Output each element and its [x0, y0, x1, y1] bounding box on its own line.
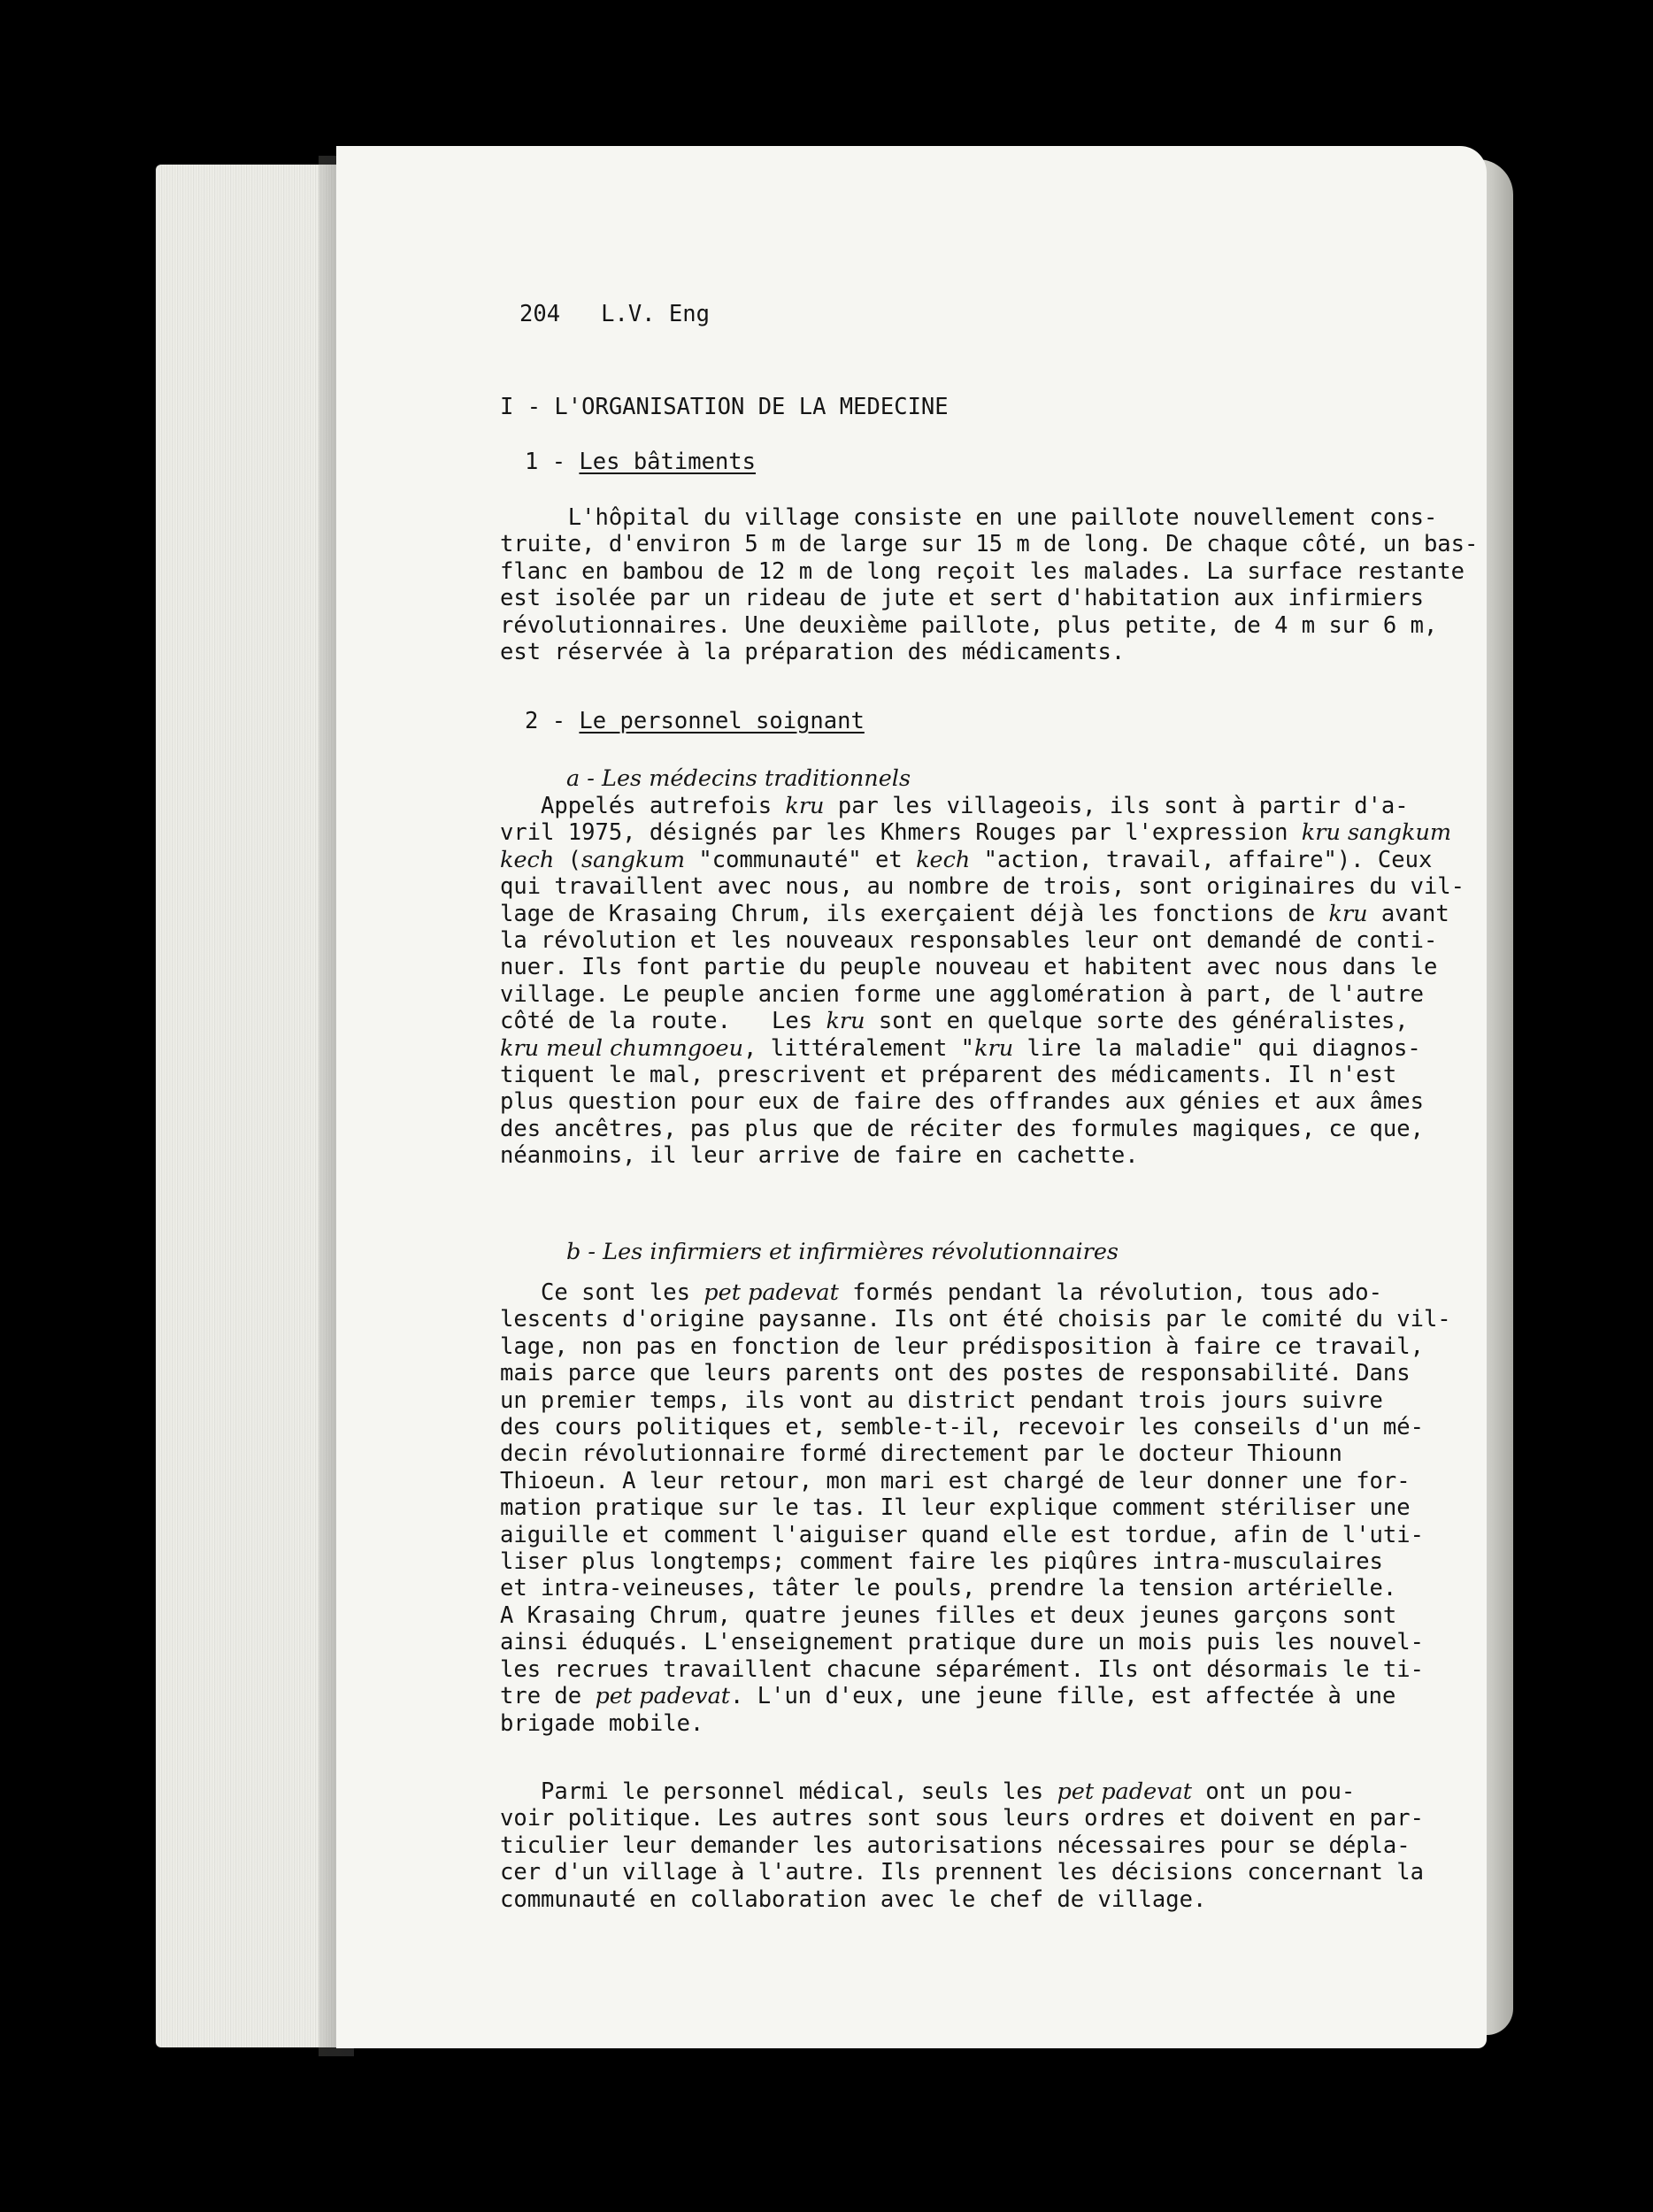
- page-content: [500, 292, 1479, 1973]
- page-edges-left: [156, 165, 345, 2047]
- paragraph-buildings: [500, 504, 1478, 665]
- paragraph-traditional-doctors: [500, 793, 1465, 1170]
- subsection-2-heading: [525, 708, 865, 734]
- running-head: [519, 301, 710, 327]
- subsection-1-number: 1 -: [525, 449, 580, 475]
- section-title: I - L'ORGANISATION DE LA MEDECINE: [500, 394, 949, 420]
- text-run: côté de la route. Les: [500, 1008, 826, 1035]
- text-line: néanmoins, il leur arrive de faire en cachette.: [500, 1142, 1139, 1170]
- khmer-term: kech: [500, 846, 555, 873]
- text-line: cer d'un village à l'autre. Ils prennent les décisions concernant la: [500, 1859, 1424, 1886]
- text-run: par les villageois, ils sont à partir d'a-: [824, 793, 1409, 819]
- subsection-2-number: 2 -: [525, 708, 580, 734]
- text-line: tiquent le mal, prescrivent et préparent des médicaments. Il n'est: [500, 1062, 1397, 1089]
- khmer-term: pet padevat: [703, 1279, 839, 1306]
- text-run: ont un pou-: [1192, 1778, 1356, 1805]
- text-line: L'hôpital du village consiste en une paillote nouvellement cons-: [500, 504, 1438, 531]
- text-line: [500, 1035, 1465, 1062]
- text-line: révolutionnaires. Une deuxième paillote, plus petite, de 4 m sur 6 m,: [500, 611, 1438, 639]
- text-line: mation pratique sur le tas. Il leur explique comment stériliser une: [500, 1494, 1411, 1522]
- text-line: liser plus longtemps; comment faire les piqûres intra-musculaires: [500, 1548, 1383, 1576]
- text-run: vril 1975, désignés par les Khmers Rouges par l'expression: [500, 819, 1302, 847]
- text-run: . L'un d'eux, une jeune fille, est affectée à une: [730, 1683, 1396, 1710]
- subsection-2b-heading: b - Les infirmiers et infirmières révolutionnaires: [566, 1239, 1119, 1265]
- text-line: [500, 1683, 1451, 1709]
- khmer-term: pet padevat: [1057, 1778, 1193, 1805]
- khmer-term: kru sangkum: [1301, 819, 1452, 847]
- text-run: sont en quelque sorte des généralistes,: [865, 1008, 1409, 1035]
- subsection-1-title: Les bâtiments: [579, 449, 757, 475]
- text-line: la révolution et les nouveaux responsables leur ont demandé de conti-: [500, 927, 1438, 955]
- paragraph-nurses: [500, 1279, 1451, 1737]
- text-run: tre de: [500, 1683, 596, 1710]
- text-line: lescents d'origine paysanne. Ils ont été choisis par le comité du vil-: [500, 1306, 1451, 1333]
- text-line: plus question pour eux de faire des offrandes aux génies et aux âmes: [500, 1088, 1424, 1116]
- text-line: mais parce que leurs parents ont des postes de responsabilité. Dans: [500, 1360, 1411, 1387]
- text-run: lage de Krasaing Chrum, ils exerçaient déjà les fonctions de: [500, 900, 1329, 927]
- text-run: Appelés autrefois: [500, 793, 786, 819]
- text-line: [500, 1008, 1465, 1034]
- text-line: decin révolutionnaire formé directement par le docteur Thiounn: [500, 1440, 1342, 1468]
- text-line: [500, 847, 1465, 873]
- page-number: 204: [519, 301, 561, 327]
- running-head-author: L.V. Eng: [601, 301, 710, 327]
- text-line: Thioeun. A leur retour, mon mari est chargé de leur donner une for-: [500, 1467, 1411, 1494]
- khmer-term: pet padevat: [595, 1683, 731, 1710]
- text-run: Ce sont les: [500, 1279, 704, 1306]
- subsection-2a-heading: a - Les médecins traditionnels: [566, 765, 911, 792]
- text-line: un premier temps, ils vont au district pendant trois jours suivre: [500, 1386, 1383, 1414]
- khmer-term: kru: [826, 1008, 865, 1035]
- subsection-2-title: Le personnel soignant: [579, 708, 865, 734]
- khmer-term: kru: [785, 793, 825, 819]
- text-line: les recrues travaillent chacune séparément. Ils ont désormais le ti-: [500, 1655, 1424, 1683]
- text-line: des ancêtres, pas plus que de réciter des formules magiques, ce que,: [500, 1115, 1424, 1142]
- text-line: A Krasaing Chrum, quatre jeunes filles et deux jeunes garçons sont: [500, 1601, 1397, 1629]
- text-line: flanc en bambou de 12 m de long reçoit les malades. La surface restante: [500, 557, 1465, 585]
- text-line: [500, 819, 1465, 846]
- text-line: est isolée par un rideau de jute et sert d'habitation aux infirmiers: [500, 585, 1424, 612]
- text-run: formés pendant la révolution, tous ado-: [838, 1279, 1382, 1306]
- text-line: voir politique. Les autres sont sous leurs ordres et doivent en par-: [500, 1805, 1424, 1832]
- text-run: (: [554, 846, 581, 873]
- text-line: brigade mobile.: [500, 1709, 704, 1737]
- text-line: et intra-veineuses, tâter le pouls, prendre la tension artérielle.: [500, 1575, 1397, 1602]
- text-line: est réservée à la préparation des médicaments.: [500, 639, 1126, 666]
- text-line: village. Le peuple ancien forme une agglomération à part, de l'autre: [500, 980, 1424, 1008]
- text-line: [500, 1279, 1451, 1306]
- text-run: avant: [1367, 900, 1449, 927]
- text-run: lire la maladie" qui diagnos-: [1013, 1034, 1421, 1062]
- khmer-term: kech: [916, 846, 971, 873]
- text-line: ticulier leur demander les autorisations nécessaires pour se dépla-: [500, 1832, 1411, 1859]
- text-line: lage, non pas en fonction de leur prédisposition à faire ce travail,: [500, 1333, 1424, 1360]
- text-line: des cours politiques et, semble-t-il, recevoir les conseils d'un mé-: [500, 1414, 1424, 1441]
- text-line: [500, 1778, 1424, 1805]
- text-run: Parmi le personnel médical, seuls les: [500, 1778, 1057, 1805]
- text-line: qui travaillent avec nous, au nombre de trois, sont originaires du vil-: [500, 873, 1465, 901]
- khmer-term: sangkum: [580, 846, 686, 873]
- text-line: [500, 793, 1465, 819]
- subsection-1-heading: [525, 449, 756, 475]
- text-line: aiguille et comment l'aiguiser quand elle est tordue, afin de l'uti-: [500, 1521, 1424, 1548]
- khmer-term: kru: [1328, 900, 1368, 927]
- text-run: , littéralement ": [743, 1034, 975, 1062]
- text-line: ainsi éduqués. L'enseignement pratique dure un mois puis les nouvel-: [500, 1629, 1424, 1656]
- paragraph-medical-staff: [500, 1778, 1424, 1913]
- text-line: truite, d'environ 5 m de large sur 15 m de long. De chaque côté, un bas-: [500, 531, 1479, 558]
- text-line: nuer. Ils font partie du peuple nouveau et habitent avec nous dans le: [500, 954, 1438, 981]
- text-line: [500, 901, 1465, 927]
- khmer-term: kru: [974, 1034, 1014, 1062]
- text-run: "action, travail, affaire"). Ceux: [970, 846, 1433, 873]
- text-line: communauté en collaboration avec le chef de village.: [500, 1886, 1207, 1913]
- text-run: "communauté" et: [685, 846, 917, 873]
- khmer-term: kru meul chumngoeu: [500, 1034, 744, 1062]
